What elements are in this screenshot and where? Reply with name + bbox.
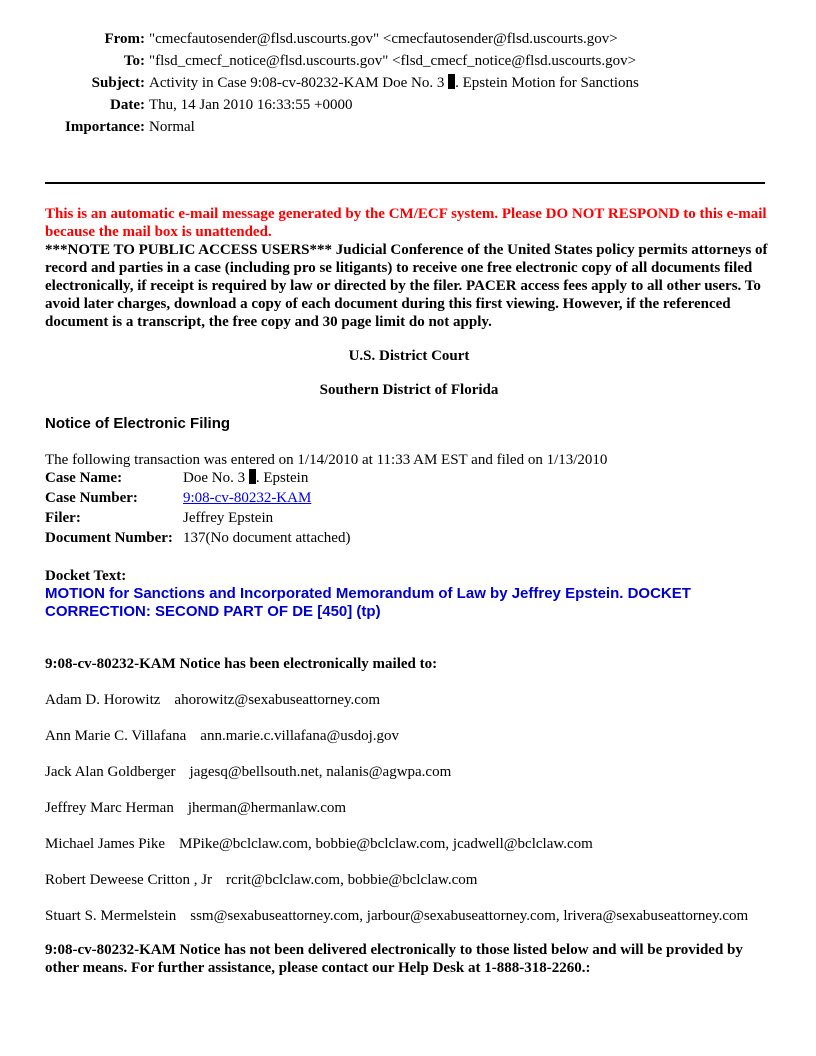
subject-value: [149, 74, 760, 92]
case-name-before: Doe No. 3: [183, 470, 249, 486]
not-delivered-notice: 9:08-cv-80232-KAM Notice has not been delivered electronically to those listed below and will be provided by other means. For further assistance, please contact our Help Desk at 1-888-318-2260.:: [45, 942, 743, 976]
email-body: [45, 205, 773, 977]
case-number-link[interactable]: 9:08-cv-80232-KAM: [183, 490, 312, 506]
case-name-label: Case Name:: [45, 470, 123, 486]
to-value: "flsd_cmecf_notice@flsd.uscourts.gov" <flsd_cmecf_notice@flsd.uscourts.gov>: [149, 53, 637, 69]
recipient-item: [45, 763, 773, 781]
recipient-item: [45, 907, 773, 925]
from-value: "cmecfautosender@flsd.uscourts.gov" <cmecfautosender@flsd.uscourts.gov>: [149, 31, 618, 47]
redaction-block: [249, 469, 256, 484]
filer-row: [45, 509, 352, 529]
importance-value: Normal: [149, 119, 195, 135]
header-from: [0, 30, 760, 52]
document-number-value: 137(No document attached): [183, 530, 351, 546]
district-name: Southern District of Florida: [319, 382, 499, 398]
recipient-item: [45, 835, 773, 853]
header-importance: [0, 118, 760, 140]
public-access-note: ***NOTE TO PUBLIC ACCESS USERS*** Judicial Conference of the United States policy permits attorneys of record and parties in a case (including pro se litigants) to receive one free electronic copy of all documents filed electronically, if receipt is required by law or directed by the filer. PACER access fees apply to all other users. To avoid later charges, download a copy of each document during this first viewing. However, if the referenced document is a transcript, the free copy and 30 page limit do not apply.: [45, 242, 768, 330]
header-date: [0, 96, 760, 118]
recipient-name: Robert Deweese Critton , Jr: [45, 872, 213, 888]
document-number-row: [45, 529, 352, 549]
subject-label: Subject:: [91, 75, 145, 91]
docket-text: MOTION for Sanctions and Incorporated Memorandum of Law by Jeffrey Epstein. DOCKET CORRECTION: SECOND PART OF DE [450] (tp): [45, 585, 691, 620]
recipient-emails: ann.marie.c.villafana@usdoj.gov: [200, 728, 400, 744]
header-divider: [45, 182, 765, 184]
case-name-row: [45, 469, 352, 489]
recipient-name: Adam D. Horowitz: [45, 692, 161, 708]
docket-text-label: Docket Text:: [45, 568, 127, 584]
mailed-heading: 9:08-cv-80232-KAM Notice has been electronically mailed to:: [45, 656, 438, 672]
header-subject: [0, 74, 760, 96]
case-name-value: [183, 469, 352, 489]
recipient-name: Jeffrey Marc Herman: [45, 800, 174, 816]
recipient-item: [45, 871, 773, 889]
transaction-text: The following transaction was entered on 1/14/2010 at 11:33 AM EST and filed on 1/13/2010: [45, 452, 608, 468]
auto-message-warning: This is an automatic e-mail message generated by the CM/ECF system. Please DO NOT RESPOND to this e-mail because the mail box is unattended.: [45, 206, 767, 240]
recipient-name: Ann Marie C. Villafana: [45, 728, 187, 744]
header-to: [0, 52, 760, 74]
recipient-item: [45, 691, 773, 709]
date-label: Date:: [110, 97, 145, 113]
recipient-emails: MPike@bclclaw.com, bobbie@bclclaw.com, jcadwell@bclclaw.com: [178, 836, 593, 852]
case-number-label: Case Number:: [45, 490, 138, 506]
date-value: Thu, 14 Jan 2010 16:33:55 +0000: [149, 97, 353, 113]
recipient-list: [45, 691, 773, 925]
email-header: [0, 30, 760, 140]
recipient-item: [45, 799, 773, 817]
court-name: U.S. District Court: [348, 348, 470, 364]
recipient-emails: ssm@sexabuseattorney.com, jarbour@sexabuseattorney.com, lrivera@sexabuseattorney.com: [190, 908, 749, 924]
recipient-name: Michael James Pike: [45, 836, 165, 852]
recipient-emails: jagesq@bellsouth.net, nalanis@agwpa.com: [189, 764, 452, 780]
recipient-emails: jherman@hermanlaw.com: [187, 800, 347, 816]
subject-after: . Epstein Motion for Sanctions: [455, 75, 639, 91]
case-info-table: [45, 469, 352, 549]
to-label: To:: [123, 53, 145, 69]
filer-value: Jeffrey Epstein: [183, 510, 274, 526]
case-name-after: . Epstein: [255, 470, 309, 486]
case-number-cell: [183, 489, 352, 509]
filer-label: Filer:: [45, 510, 81, 526]
nef-heading: Notice of Electronic Filing: [45, 415, 231, 432]
recipient-item: [45, 727, 773, 745]
from-label: From:: [104, 31, 145, 47]
recipient-name: Jack Alan Goldberger: [45, 764, 176, 780]
recipient-name: Stuart S. Mermelstein: [45, 908, 177, 924]
recipient-emails: rcrit@bclclaw.com, bobbie@bclclaw.com: [226, 872, 478, 888]
subject-before: Activity in Case 9:08-cv-80232-KAM Doe No. 3: [149, 75, 449, 91]
case-number-row: [45, 489, 352, 509]
recipient-emails: ahorowitz@sexabuseattorney.com: [174, 692, 381, 708]
importance-label: Importance:: [65, 119, 145, 135]
document-number-label: Document Number:: [45, 530, 173, 546]
